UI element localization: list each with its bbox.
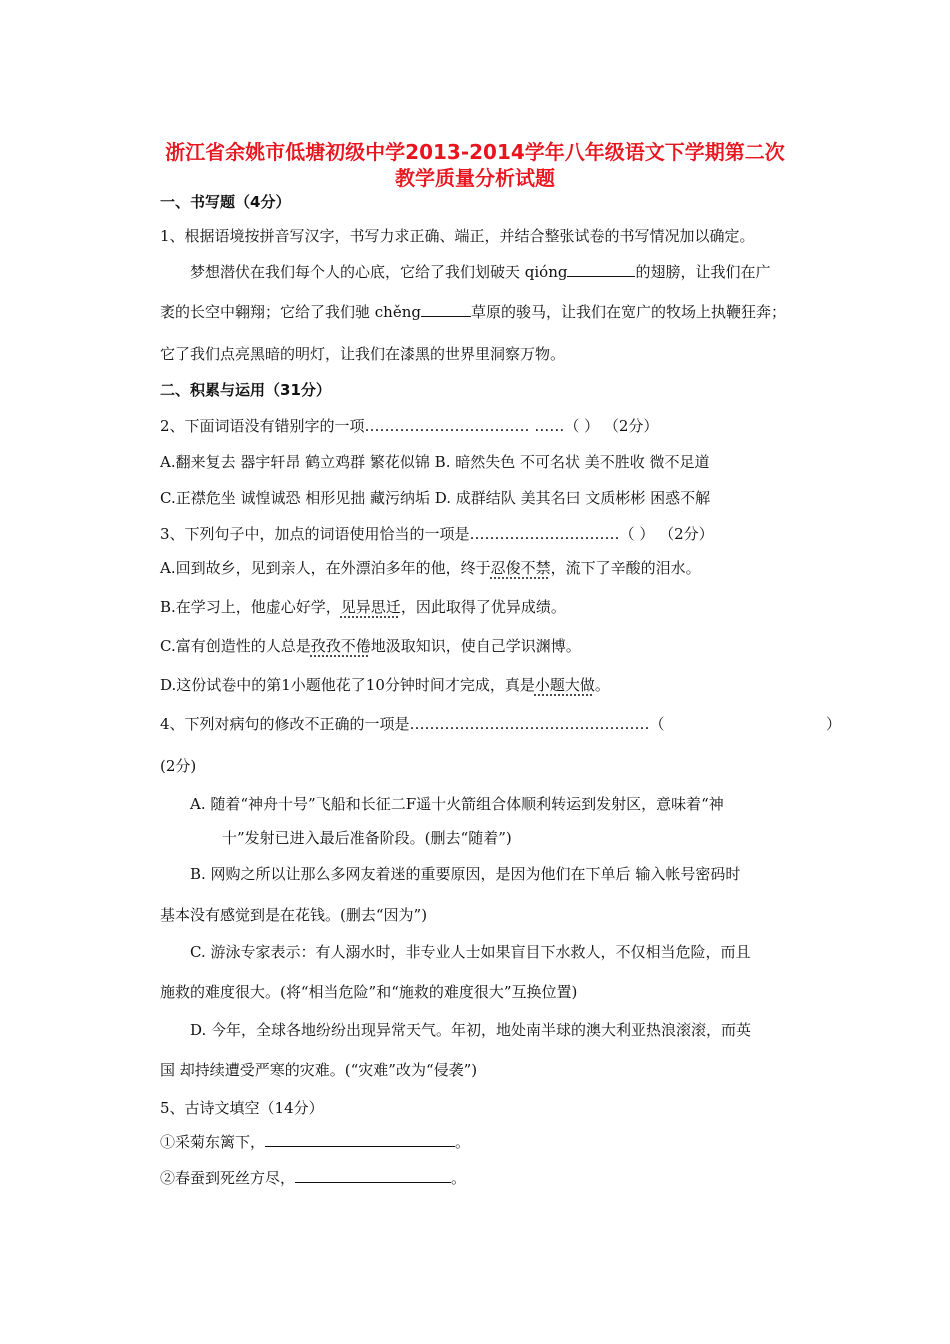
dotted-phrase: 小题大做 [534, 676, 595, 694]
section1-heading: 一、书写题（4分） [160, 193, 291, 211]
option-text: ，流下了辛酸的泪水。 [550, 559, 701, 577]
question-4-option-a-line2: 十”发射已进入最后准备阶段。(删去“随着”) [222, 829, 512, 847]
question-4-option-c-line2: 施救的难度很大。(将“相当危险”和“施救的难度很大”互换位置) [160, 983, 578, 1001]
option-text: 地汲取知识，使自己学识渊博。 [370, 637, 581, 655]
question-2-stem: 2、下面词语没有错别字的一项…………………………… ……（ ） （2分） [160, 417, 659, 435]
question-4-option-d-line2: 国 却持续遭受严寒的灾难。(“灾难”改为“侵袭”) [160, 1061, 478, 1079]
document-title-line2: 教学质量分析试题 [395, 166, 555, 190]
option-text: B.在学习上，他虚心好学， [160, 598, 341, 616]
poem-punct: 。 [455, 1133, 471, 1151]
question-3-option-a [160, 558, 701, 578]
document-title-line1: 浙江省余姚市低塘初级中学2013-2014学年八年级语文下学期第二次 [165, 140, 785, 164]
passage-text: 的翅膀，让我们在广 [635, 263, 771, 281]
question-5-item-1 [160, 1132, 470, 1152]
question-3-stem: 3、下列句子中，加点的词语使用恰当的一项是…………………………（ ） （2分） [160, 525, 714, 543]
poem-line: ①采菊东篱下， [160, 1133, 266, 1151]
poem-punct: 。 [451, 1169, 467, 1187]
question-5-item-2 [160, 1168, 466, 1188]
passage-text: 梦想潜 [190, 263, 236, 281]
question-4-option-b-line1: B. 网购之所以让那么多网友着迷的重要原因，是因为他们在下单后 输入帐号密码时 [190, 865, 741, 883]
answer-blank[interactable] [295, 1168, 451, 1183]
section2-heading: 二、积累与运用（31分） [160, 381, 331, 399]
question-3-option-b [160, 597, 566, 617]
question-3-option-c [160, 636, 581, 656]
option-text: A.回到故乡，见到亲人，在外漂泊多年的他，终于 [160, 559, 491, 577]
q1-passage-line3: 它了我们点亮黑暗的明灯，让我们在漆黑的世界里洞察万物。 [160, 345, 566, 363]
dotted-phrase: 忍俊不禁 [490, 559, 551, 577]
question-5-stem: 5、古诗文填空（14分） [160, 1099, 324, 1117]
q1-passage-line1 [190, 262, 771, 282]
question-4-stem: 4、下列对病句的修改不正确的一项是…………………………………………（ [160, 715, 665, 733]
answer-blank[interactable] [265, 1132, 455, 1147]
answer-blank[interactable] [567, 262, 635, 277]
question-1-stem: 1、根据语境按拼音写汉字，书写力求正确、端正，并结合整张试卷的书写情况加以确定。 [160, 227, 755, 245]
question-4-paren-close: ） [826, 715, 842, 733]
passage-text: 袤的长空中翱翔；它给了我们驰 chěng [160, 303, 421, 321]
answer-blank[interactable] [421, 302, 471, 317]
option-text: D.这份试卷中的第1小题他花了10分钟时间才完成，真是 [160, 676, 535, 694]
poem-line: ②春蚕到死丝方尽， [160, 1169, 296, 1187]
option-text: C.富有创造性的人总是 [160, 637, 311, 655]
question-4-option-b-line2: 基本没有感觉到是在花钱。(删去“因为”) [160, 906, 428, 924]
question-4-score: (2分) [160, 757, 197, 775]
dotted-phrase: 见异思迁 [340, 598, 401, 616]
q1-passage-line2 [160, 302, 786, 322]
question-4-option-d-line1: D. 今年，全球各地纷纷出现异常天气。年初，地处南半球的澳大利亚热浪滚滚，而英 [190, 1021, 752, 1039]
passage-text: 草原的骏马，让我们在宽广的牧场上执鞭狂奔； [470, 303, 786, 321]
question-2-options-ab: A.翻来复去 器宇轩昂 鹤立鸡群 繁花似锦 B. 暗然失色 不可名状 美不胜收 微不足道 [160, 453, 710, 471]
dotted-phrase: 孜孜不倦 [310, 637, 371, 655]
option-text: ，因此取得了优异成绩。 [400, 598, 566, 616]
question-4-option-a-line1: A. 随着“神舟十号”飞船和长征二F遥十火箭组合体顺利转运到发射区，意味着“神 [190, 795, 724, 813]
question-4-option-c-line1: C. 游泳专家表示：有人溺水时，非专业人士如果盲目下水救人，不仅相当危险，而且 [190, 943, 751, 961]
question-2-options-cd: C.正襟危坐 诚惶诚恐 相形见拙 藏污纳垢 D. 成群结队 美其名曰 文质彬彬 困惑不解 [160, 489, 711, 507]
passage-text: 伏在我们每个人的心底，它给了我们划破天 qióng [235, 263, 568, 281]
option-text: 。 [594, 676, 610, 694]
question-3-option-d [160, 675, 610, 695]
